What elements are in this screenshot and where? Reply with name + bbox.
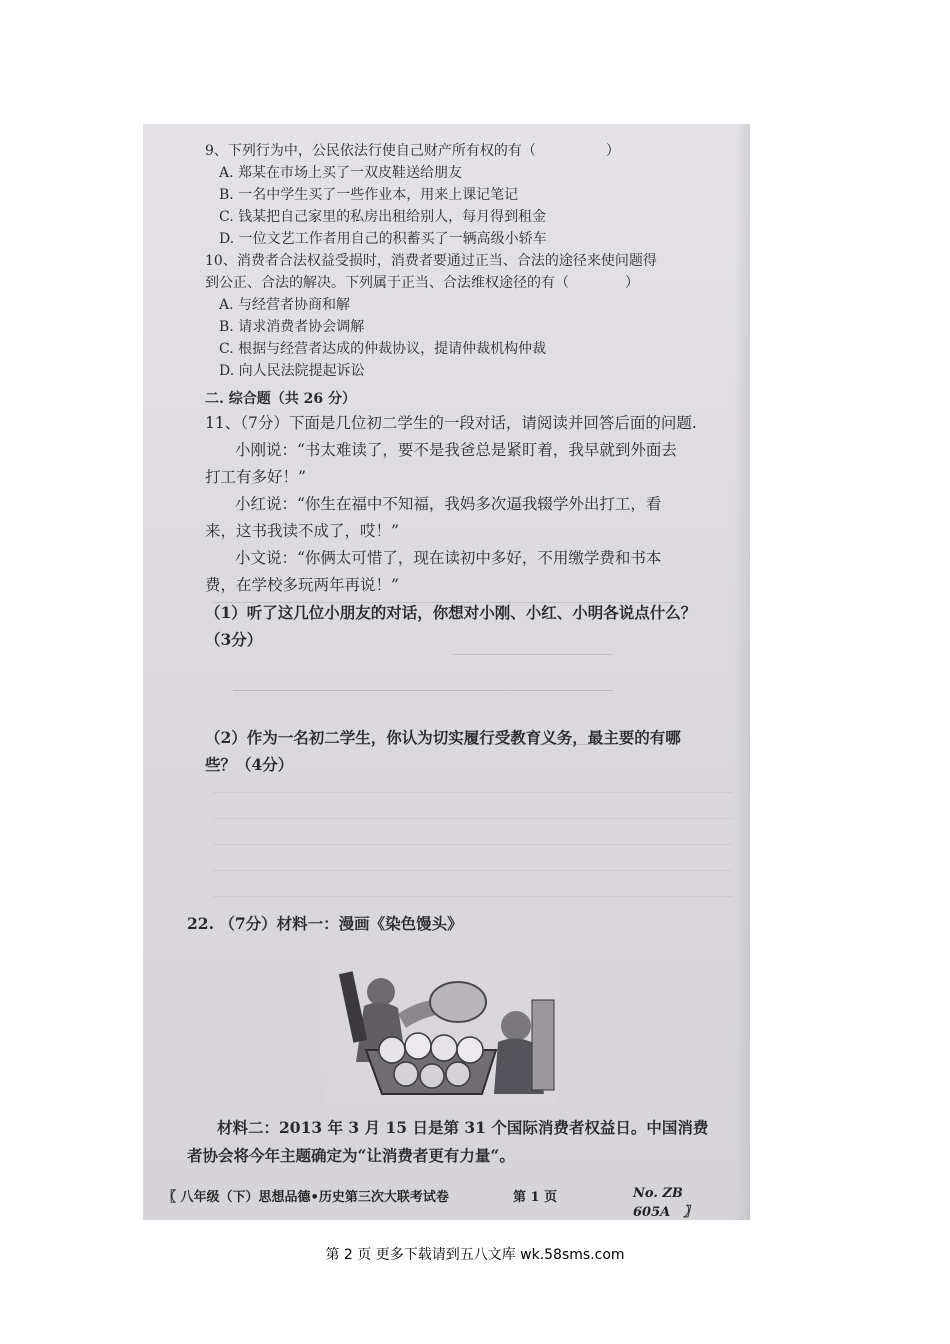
section-heading: 二. 综合题（共 26 分）: [205, 391, 356, 407]
q9-option-a: A. 郑某在市场上买了一双皮鞋送给朋友: [219, 165, 463, 181]
q11-xiaohong-line1: 小红说：“你生在福中不知福，我妈多次逼我辍学外出打工，看: [235, 495, 662, 513]
exam-footer: [163, 1186, 743, 1220]
cartoon-bun-basket: [366, 1033, 496, 1094]
q9-option-b: B. 一名中学生买了一些作业本，用来上课记笔记: [219, 187, 519, 203]
bleed-through-line: [213, 844, 733, 845]
answer-line: [453, 654, 613, 655]
q11-xiaowen-line2: 费，在学校多玩两年再说！”: [205, 576, 399, 594]
answer-line: [213, 602, 683, 603]
q22-material2-line1: 材料二：2013 年 3 月 15 日是第 31 个国际消费者权益日。中国消费: [217, 1118, 709, 1137]
q10-stem-line1: 10、消费者合法权益受损时，消费者要通过正当、合法的途径来使问题得: [205, 253, 657, 269]
scanned-exam-photo: [143, 124, 750, 1220]
q10-option-a: A. 与经营者协商和解: [219, 297, 351, 313]
exam-footer-code: No. ZB 605A 〗: [633, 1186, 697, 1220]
q9-option-d: D. 一位文艺工作者用自己的积蓄买了一辆高级小轿车: [219, 231, 547, 247]
bleed-through-line: [213, 896, 733, 897]
q11-xiaogang-line2: 打工有多好！”: [205, 468, 306, 486]
document-page-footer: 第 2 页 更多下载请到五八文库 wk.58sms.com: [325, 1247, 625, 1263]
answer-line: [233, 690, 613, 691]
q11-sub2-line1: （2）作为一名初二学生，你认为切实履行受教育义务，最主要的有哪: [205, 728, 681, 747]
q11-sub1-line2: （3分）: [205, 630, 263, 649]
q11-sub2-line2: 些？（4分）: [205, 755, 294, 774]
q11-stem: 11、（7分）下面是几位初二学生的一段对话，请阅读并回答后面的问题.: [205, 414, 697, 432]
photo-shadow-edge: [734, 124, 750, 1220]
cartoon-dyed-buns: [326, 954, 558, 1104]
cartoon-sack: [430, 982, 486, 1022]
q10-option-c: C. 根据与经营者达成的仲裁协议，提请仲裁机构仲裁: [219, 341, 547, 357]
q11-xiaohong-line2: 来，这书我读不成了，哎！”: [205, 522, 399, 540]
q22-material2-line2: 者协会将今年主题确定为“让消费者更有力量“。: [187, 1146, 515, 1165]
exam-footer-title: 〖 八年级（下）思想品德•历史第三次大联考试卷: [163, 1190, 449, 1205]
bleed-through-line: [213, 818, 733, 819]
bleed-through-line: [213, 870, 733, 871]
q9-stem: 9、下列行为中，公民依法行使自己财产所有权的有（ ）: [205, 143, 620, 159]
q10-option-d: D. 向人民法院提起诉讼: [219, 363, 365, 379]
q11-xiaogang-line1: 小刚说：“书太难读了，要不是我爸总是紧盯着，我早就到外面去: [235, 441, 677, 459]
q10-option-b: B. 请求消费者协会调解: [219, 319, 365, 335]
q11-sub1-line1: （1）听了这几位小朋友的对话，你想对小刚、小红、小明各说点什么？: [205, 603, 697, 622]
q9-option-c: C. 钱某把自己家里的私房出租给别人，每月得到租金: [219, 209, 547, 225]
q22-stem: 22. （7分）材料一：漫画《染色馒头》: [187, 914, 463, 933]
bleed-through-line: [213, 792, 733, 793]
q11-xiaowen-line1: 小文说：“你俩太可惜了，现在读初中多好，不用缴学费和书本: [235, 549, 662, 567]
q10-stem-line2: 到公正、合法的解决。下列属于正当、合法维权途径的有（ ）: [205, 275, 639, 291]
exam-footer-page: 第 1 页: [513, 1190, 558, 1205]
